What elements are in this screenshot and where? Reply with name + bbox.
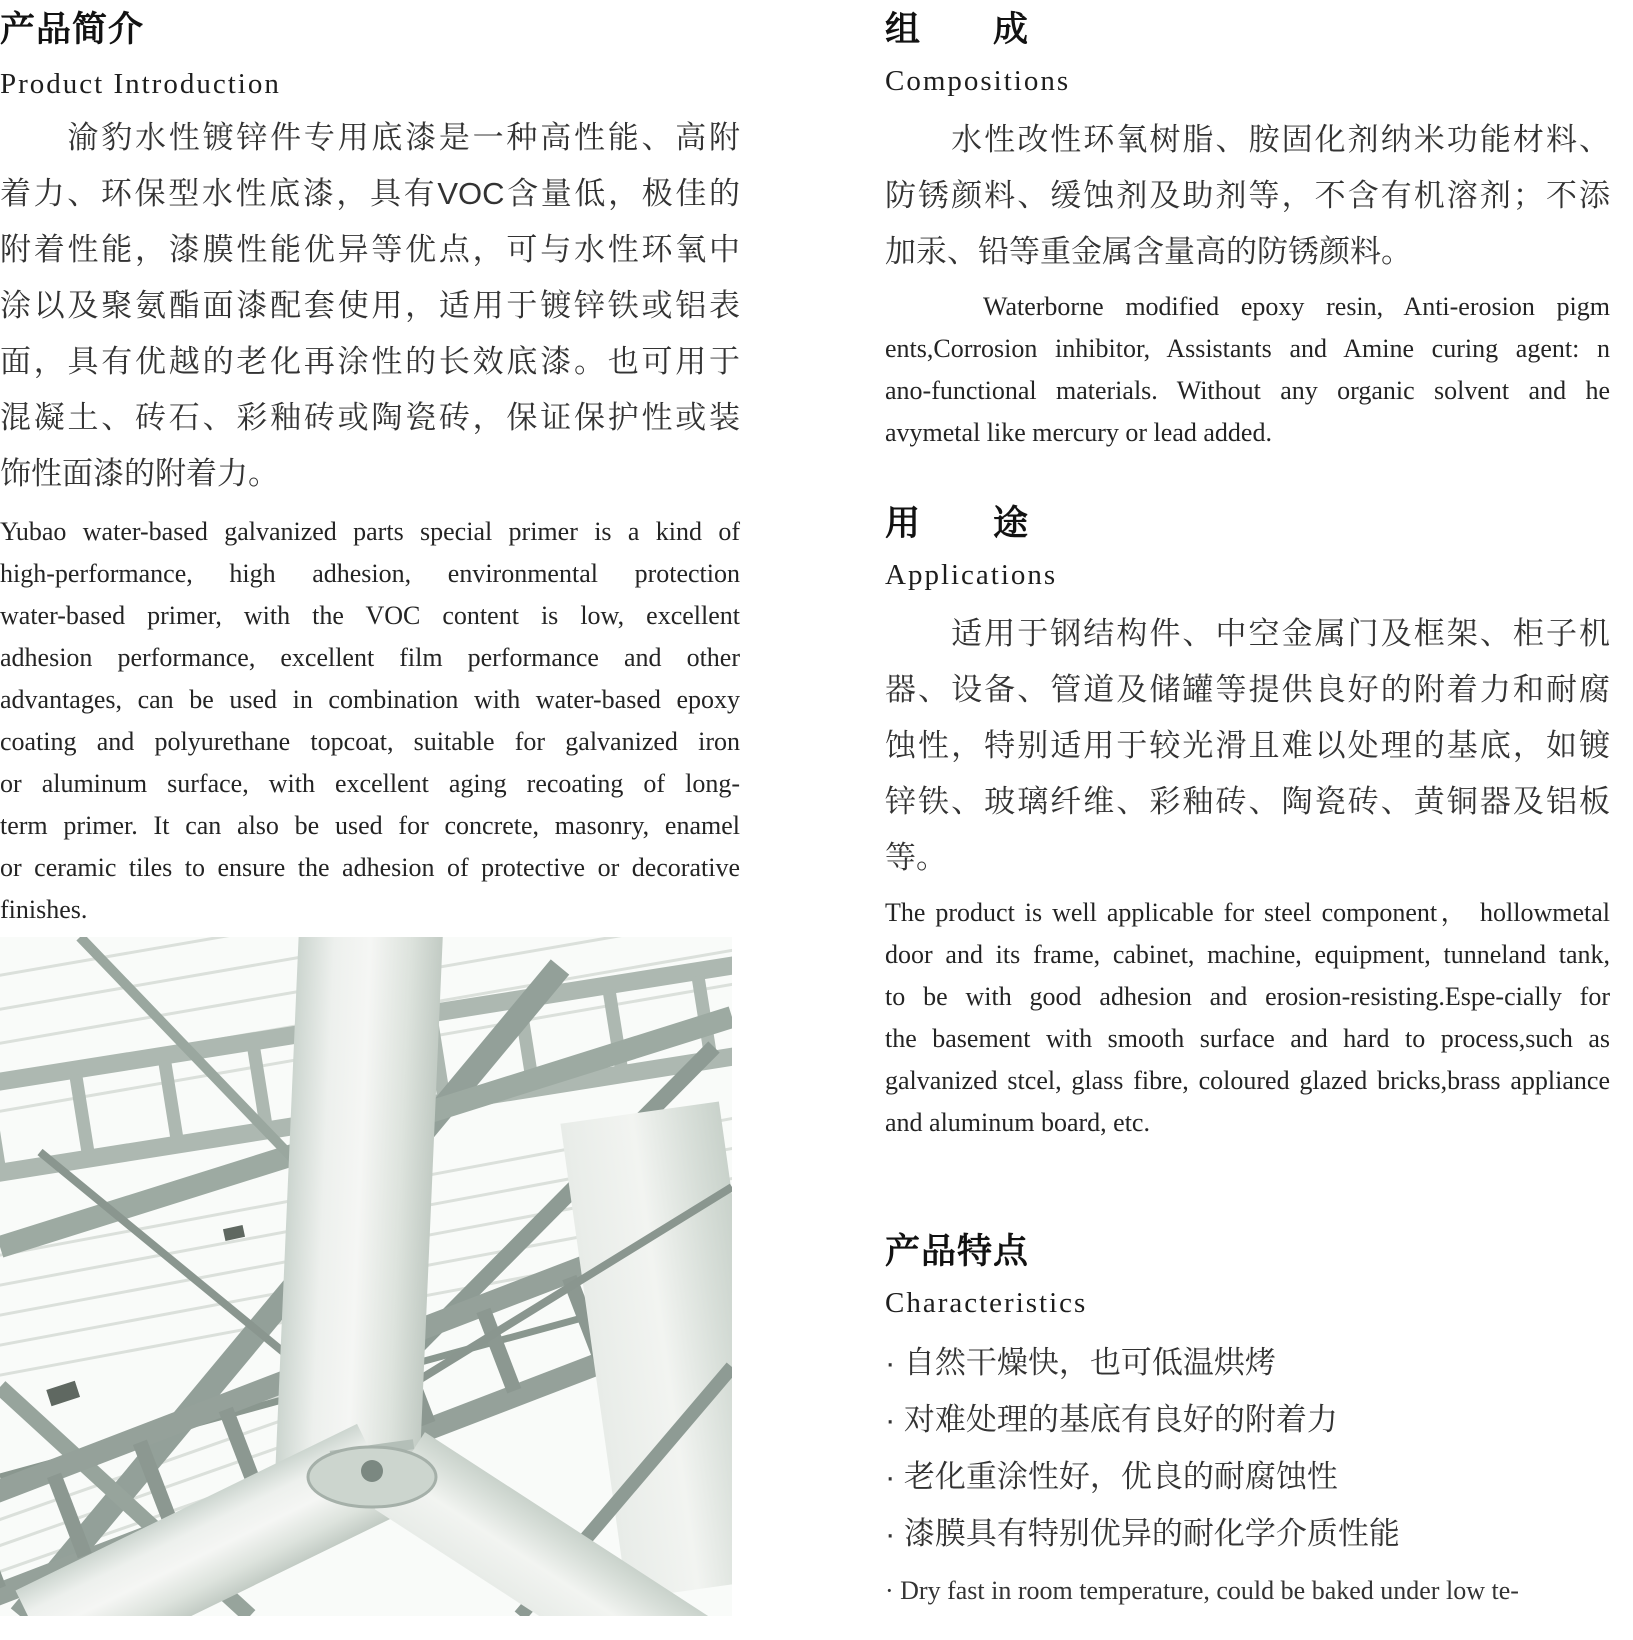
applications-title-en: Applications bbox=[885, 559, 1058, 591]
text-line: 附着性能，漆膜性能优异等优点，可与水性环氧中 bbox=[0, 232, 740, 267]
text-line: 防锈颜料、缓蚀剂及助剂等，不含有机溶剂；不添 bbox=[885, 178, 1610, 213]
text-line: and aluminum board, etc. bbox=[885, 1108, 1150, 1137]
product-introduction-title-zh: 产品简介 bbox=[0, 10, 145, 49]
text-line: 混凝土、砖石、彩釉砖或陶瓷砖，保证保护性或装 bbox=[0, 400, 740, 435]
steel-structure-photo bbox=[0, 937, 732, 1616]
right-column bbox=[885, 8, 1610, 1625]
text-line: Waterborne modified epoxy resin, Anti-erosion pigm bbox=[983, 292, 1610, 321]
text-line: 等。 bbox=[885, 840, 947, 875]
text-line: avymetal like mercury or lead added. bbox=[885, 418, 1272, 447]
compositions-title-zh: 组 成 bbox=[885, 10, 1030, 49]
text-line: · 对难处理的基底有良好的附着力 bbox=[885, 1402, 1338, 1437]
section-compositions bbox=[885, 8, 1610, 454]
compositions-text-zh bbox=[885, 112, 1610, 280]
text-line: · 老化重涂性好，优良的耐腐蚀性 bbox=[885, 1459, 1338, 1494]
product-introduction-text-zh bbox=[0, 110, 740, 502]
text-line: 锌铁、玻璃纤维、彩釉砖、陶瓷砖、黄铜器及铝板 bbox=[885, 784, 1610, 819]
text-line: Yubao water-based galvanized parts special primer is a kind of bbox=[0, 517, 740, 546]
text-line: adhesion performance, excellent film performance and other bbox=[0, 643, 740, 672]
text-line: 蚀性，特别适用于较光滑且难以处理的基底，如镀 bbox=[885, 728, 1610, 763]
text-line: high-performance, high adhesion, environmental protection bbox=[0, 559, 740, 588]
text-line: 器、设备、管道及储罐等提供良好的附着力和耐腐 bbox=[885, 672, 1610, 707]
text-line: the basement with smooth surface and hard to process,such as bbox=[885, 1024, 1610, 1053]
text-line: 饰性面漆的附着力。 bbox=[0, 456, 279, 491]
section-applications bbox=[885, 502, 1610, 1144]
text-line: or aluminum surface, with excellent aging recoating of long- bbox=[0, 769, 740, 798]
text-line: 加汞、铅等重金属含量高的防锈颜料。 bbox=[885, 234, 1412, 269]
text-line: term primer. It can also be used for concrete, masonry, enamel bbox=[0, 811, 740, 840]
text-line: advantages, can be used in combination with water-based epoxy bbox=[0, 685, 740, 714]
text-line: · 漆膜具有特别优异的耐化学介质性能 bbox=[885, 1516, 1400, 1551]
characteristics-title-en: Characteristics bbox=[885, 1287, 1088, 1319]
characteristics-list bbox=[885, 1334, 1610, 1619]
text-line: 适用于钢结构件、中空金属门及框架、柜子机 bbox=[885, 616, 1610, 651]
text-line: 渝豹水性镀锌件专用底漆是一种高性能、高附 bbox=[0, 120, 740, 155]
left-column bbox=[0, 8, 740, 1616]
text-line: 涂以及聚氨酯面漆配套使用，适用于镀锌铁或铝表 bbox=[0, 288, 740, 323]
text-line: The product is well applicable for steel component， hollowmetal bbox=[885, 898, 1610, 927]
text-line: coating and polyurethane topcoat, suitable for galvanized iron bbox=[0, 727, 740, 756]
text-line: · 自然干燥快，也可低温烘烤 bbox=[885, 1345, 1276, 1380]
characteristics-title-zh: 产品特点 bbox=[885, 1232, 1030, 1271]
text-line: · Dry fast in room temperature, could be baked under low te- bbox=[885, 1576, 1519, 1605]
main-column-cylinder bbox=[275, 937, 444, 1495]
compositions-title-en: Compositions bbox=[885, 65, 1071, 97]
applications-text-zh bbox=[885, 606, 1610, 886]
section-product-introduction bbox=[0, 8, 740, 931]
text-line: ents,Corrosion inhibitor, Assistants and Amine curing agent: n bbox=[885, 334, 1610, 363]
text-line: galvanized stcel, glass fibre, coloured glazed bricks,brass appliance bbox=[885, 1066, 1610, 1095]
product-introduction-text-en bbox=[0, 511, 740, 931]
text-line: 面，具有优越的老化再涂性的长效底漆。也可用于 bbox=[0, 344, 740, 379]
text-line: finishes. bbox=[0, 895, 88, 924]
text-line: 着力、环保型水性底漆，具有VOC含量低，极佳的 bbox=[0, 176, 740, 211]
applications-text-en bbox=[885, 892, 1610, 1144]
text-line: or ceramic tiles to ensure the adhesion of protective or decorative bbox=[0, 853, 740, 882]
product-introduction-title-en: Product Introduction bbox=[0, 68, 281, 100]
text-line: to be with good adhesion and erosion-resisting.Espe-cially for bbox=[885, 982, 1610, 1011]
text-line: water-based primer, with the VOC content is low, excellent bbox=[0, 601, 740, 630]
text-line: door and its frame, cabinet, machine, equipment, tunneland tank, bbox=[885, 940, 1610, 969]
applications-title-zh: 用 途 bbox=[885, 504, 1030, 543]
text-line: 水性改性环氧树脂、胺固化剂纳米功能材料、 bbox=[885, 122, 1610, 157]
compositions-text-en bbox=[885, 286, 1610, 454]
section-characteristics bbox=[885, 1230, 1610, 1619]
text-line: ano-functional materials. Without any organic solvent and he bbox=[885, 376, 1610, 405]
